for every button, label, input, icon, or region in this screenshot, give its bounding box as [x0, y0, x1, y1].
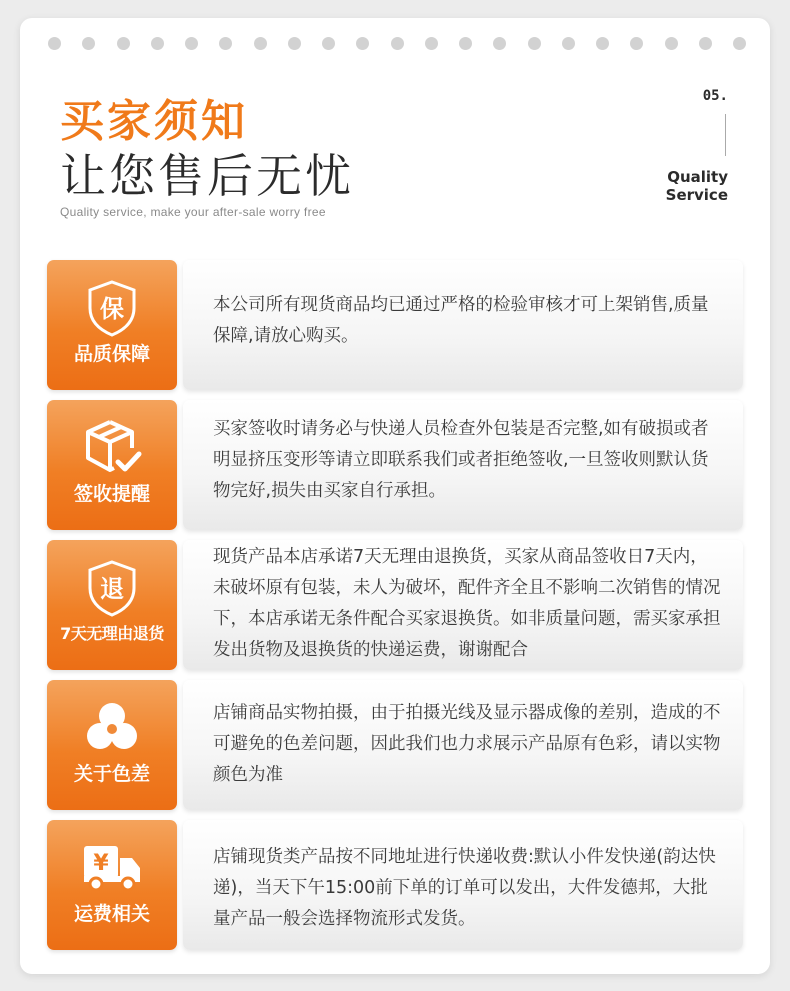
row-label: 运费相关: [73, 903, 150, 925]
dot: [356, 37, 369, 50]
row-text-panel: [183, 680, 743, 810]
row-text-panel: [183, 260, 743, 390]
row-label: 品质保障: [73, 343, 150, 365]
dot: [493, 37, 506, 50]
dot: [459, 37, 472, 50]
color-circles-icon: [82, 698, 142, 758]
row-description: 买家签收时请务必与快递人员检查外包装是否完整,如有破损或者明显挤压变形等请立即联系我们或者拒绝签收,一旦签收则默认货物完好,损失由买家自行承担。: [213, 419, 709, 501]
dot: [596, 37, 609, 50]
dot: [254, 37, 267, 50]
row-text-panel: [183, 400, 743, 530]
package-check-icon: [82, 418, 142, 478]
dot: [528, 37, 541, 50]
dot: [288, 37, 301, 50]
title-dark: 让您售后无忧: [60, 149, 354, 203]
icon-tile: [47, 820, 177, 950]
dot: [151, 37, 164, 50]
icon-glyph: 保: [100, 295, 124, 323]
notice-row-color: [47, 680, 747, 810]
side-label-2: Service: [665, 186, 728, 204]
icon-glyph: ¥: [93, 851, 109, 876]
row-text-panel: [183, 820, 743, 950]
shield-bao-icon: [82, 278, 142, 338]
notice-row-quality: [47, 260, 747, 390]
dot: [82, 37, 95, 50]
row-label: 签收提醒: [73, 483, 150, 505]
binder-dots: [48, 35, 746, 51]
icon-glyph: 退: [100, 575, 124, 603]
dot: [391, 37, 404, 50]
dot: [562, 37, 575, 50]
title-orange: 买家须知: [60, 96, 248, 147]
icon-tile: [47, 680, 177, 810]
notice-row-receipt: [47, 400, 747, 530]
quality-service-label: [666, 168, 728, 204]
icon-tile: [47, 260, 177, 390]
subtitle: Quality service, make your after-sale worry free: [60, 205, 326, 219]
row-description: 现货产品本店承诺7天无理由退换货，买家从商品签收日7天内，未破坏原有包装，未人为破坏，配件齐全且不影响二次销售的情况下，本店承诺无条件配合买家退换货。如非质量问题，需买家承担发出货物及退换货的快递运费，谢谢配合: [213, 547, 721, 660]
divider-line: [725, 114, 726, 156]
side-label-1: Quality: [667, 168, 728, 186]
dot: [322, 37, 335, 50]
notice-card: [20, 18, 770, 974]
row-label: 关于色差: [73, 763, 150, 785]
shield-tui-icon: [82, 558, 142, 618]
dot: [48, 37, 61, 50]
dot: [665, 37, 678, 50]
dot: [219, 37, 232, 50]
dot: [630, 37, 643, 50]
dot: [185, 37, 198, 50]
dot: [699, 37, 712, 50]
row-description: 店铺现货类产品按不同地址进行快递收费:默认小件发快递(韵达快递)，当天下午15:00前下单的订单可以发出，大件发德邦，大批量产品一般会选择物流形式发货。: [213, 847, 716, 929]
notice-row-return: [47, 540, 747, 670]
row-label: 7天无理由退货: [60, 624, 164, 643]
delivery-truck-icon: [82, 838, 142, 898]
page-number: 05.: [702, 88, 728, 104]
icon-tile: [47, 400, 177, 530]
row-description: 店铺商品实物拍摄，由于拍摄光线及显示器成像的差别，造成的不可避免的色差问题，因此我们也力求展示产品原有色彩，请以实物颜色为准: [213, 703, 721, 785]
dot: [733, 37, 746, 50]
icon-tile: [47, 540, 177, 670]
notice-row-shipping: [47, 820, 747, 950]
row-text-panel: [183, 540, 743, 670]
row-description: 本公司所有现货商品均已通过严格的检验审核才可上架销售,质量保障,请放心购买。: [213, 295, 709, 346]
dot: [425, 37, 438, 50]
dot: [117, 37, 130, 50]
